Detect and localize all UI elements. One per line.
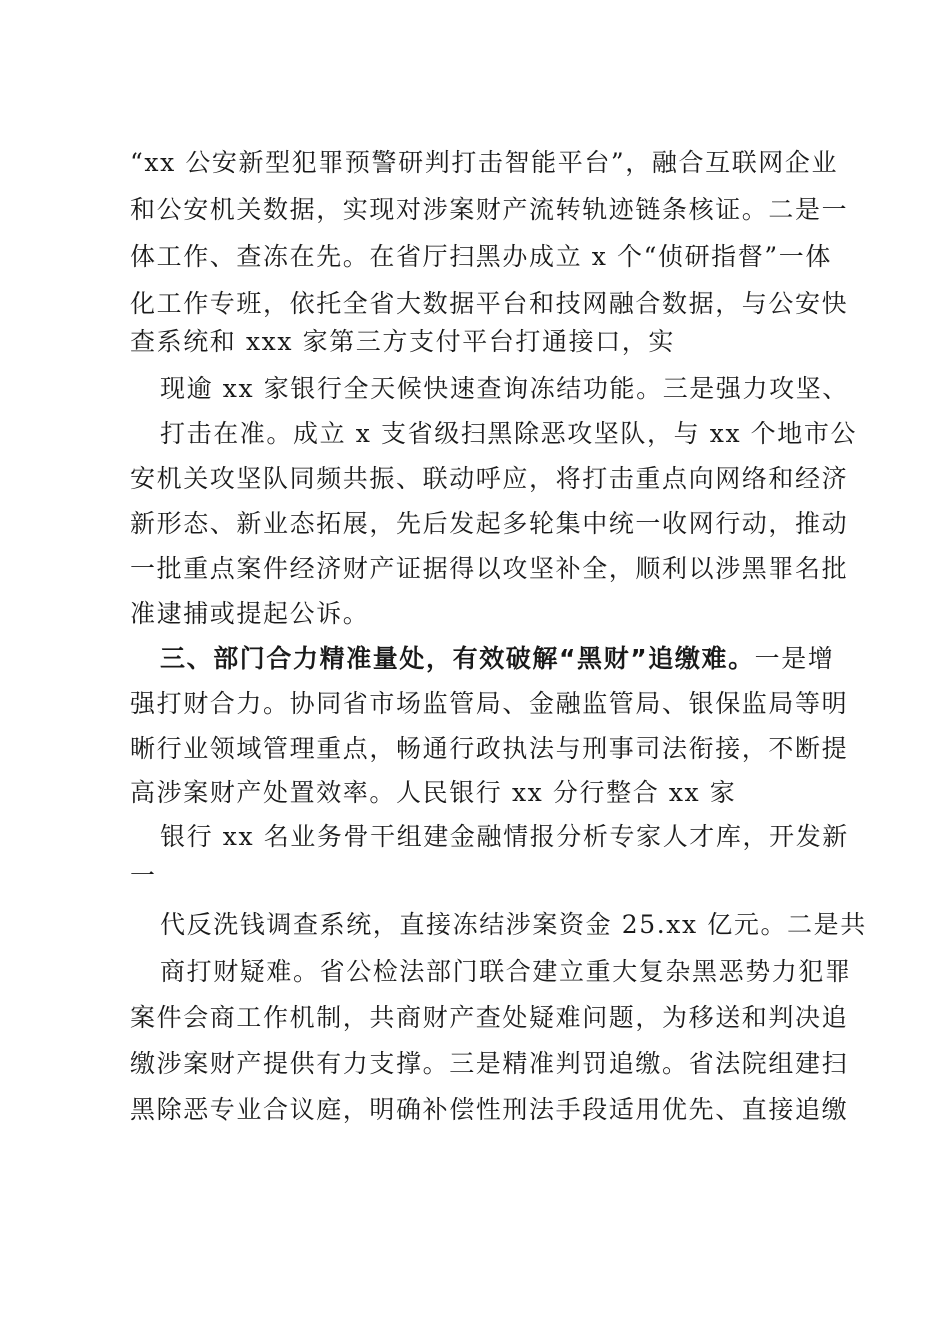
paragraph-line-8: 安机关攻坚队同频共振、联动呼应，将打击重点向网络和经济 <box>130 464 849 493</box>
paragraph-line-9: 新形态、新业态拓展，先后发起多轮集中统一收网行动，推动 <box>130 509 849 538</box>
paragraph-line-15: 高涉案财产处置效率。人民银行 xx 分行整合 xx 家 <box>130 778 737 807</box>
paragraph-line-19: 商打财疑难。省公检法部门联合建立重大复杂黑恶势力犯罪 <box>160 957 852 986</box>
paragraph-line-7: 打击在准。成立 x 支省级扫黑除恶攻坚队，与 xx 个地市公 <box>160 419 858 448</box>
paragraph-line-1: “xx 公安新型犯罪预警研判打击智能平台”，融合互联网企业 <box>130 148 839 177</box>
paragraph-line-18: 代反洗钱调查系统，直接冻结涉案资金 25.xx 亿元。二是共 <box>160 910 867 939</box>
paragraph-line-16: 银行 xx 名业务骨干组建金融情报分析专家人才库，开发新 <box>160 822 849 851</box>
paragraph-line-6: 现逾 xx 家银行全天候快速查询冻结功能。三是强力攻坚、 <box>160 374 849 403</box>
paragraph-line-11: 准逮捕或提起公诉。 <box>130 599 370 628</box>
paragraph-line-2: 和公安机关数据，实现对涉案财产流转轨迹链条核证。二是一 <box>130 195 849 224</box>
paragraph-line-20: 案件会商工作机制，共商财产查处疑难问题，为移送和判决追 <box>130 1003 849 1032</box>
paragraph-line-5: 查系统和 xxx 家第三方支付平台打通接口，实 <box>130 327 675 356</box>
paragraph-line-4: 化工作专班，依托全省大数据平台和技网融合数据，与公安快 <box>130 289 849 318</box>
paragraph-line-21: 缴涉案财产提供有力支撑。三是精准判罚追缴。省法院组建扫 <box>130 1049 849 1078</box>
section-heading: 三、部门合力精准量处，有效破解“黑财”追缴难。 <box>160 644 755 673</box>
paragraph-line-13: 强打财合力。协同省市场监管局、金融监管局、银保监局等明 <box>130 689 849 718</box>
section-heading-tail: 一是增 <box>754 644 835 673</box>
paragraph-line-14: 晰行业领域管理重点，畅通行政执法与刑事司法衔接，不断提 <box>130 734 849 763</box>
paragraph-line-17: 一 <box>130 861 157 890</box>
paragraph-line-22: 黑除恶专业合议庭，明确补偿性刑法手段适用优先、直接追缴 <box>130 1095 849 1124</box>
section-heading-line <box>160 639 835 679</box>
paragraph-line-10: 一批重点案件经济财产证据得以攻坚补全，顺利以涉黑罪名批 <box>130 554 849 583</box>
paragraph-line-3: 体工作、查冻在先。在省厅扫黑办成立 x 个“侦研指督”一体 <box>130 242 832 271</box>
